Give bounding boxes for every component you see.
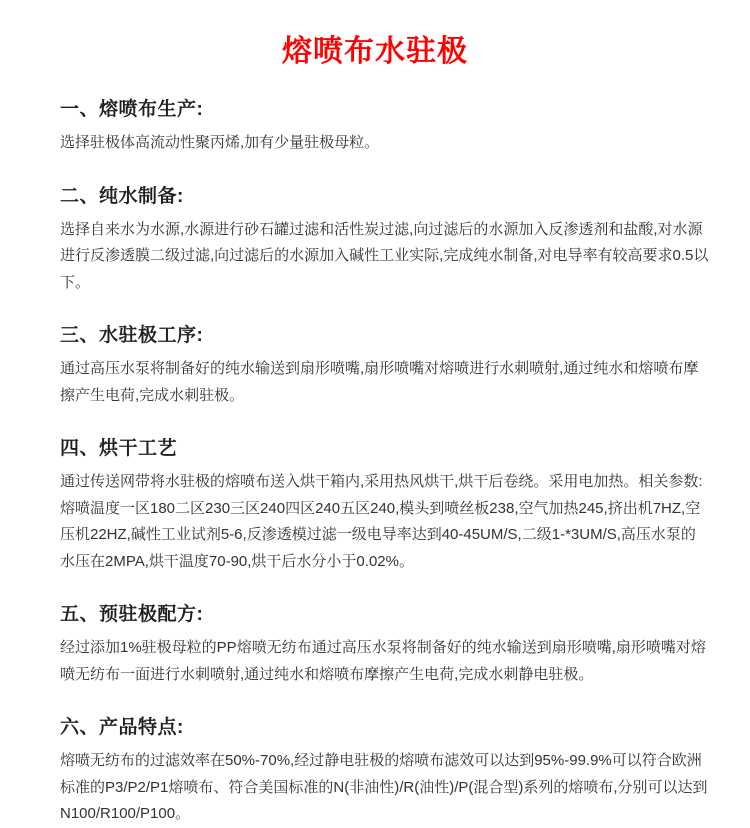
section-heading: 五、预驻极配方: <box>60 604 204 625</box>
section-heading: 二、纯水制备: <box>60 185 184 207</box>
section-drying-process <box>60 436 710 575</box>
section-pure-water-preparation <box>60 184 710 297</box>
section-body: 选择驻极体高流动性聚丙烯,加有少量驻极母粒。 <box>60 134 380 151</box>
section-body: 选择自来水为水源,水源进行砂石罐过滤和活性炭过滤,向过滤后的水源加入反渗透剂和盐酸,对水源进行反渗透膜二级过滤,向过滤后的水源加入碱性工业实际,完成纯水制备,对电导率有较高要求0.5以下。 <box>60 220 709 291</box>
section-heading: 三、水驻极工序: <box>60 325 204 346</box>
section-body: 熔喷无纺布的过滤效率在50%-70%,经过静电驻极的熔喷布滤效可以达到95%-99.9%可以符合欧洲标准的P3/P2/P1熔喷布、符合美国标准的N(非油性)/R(油性)/P(混合型)系列的熔喷布,分别可以达到N100/R100/P100。 <box>60 752 708 822</box>
section-heading: 四、烘干工艺 <box>60 438 178 459</box>
page-title: 熔喷布水驻极 <box>282 35 468 68</box>
section-water-electret-process <box>60 323 710 409</box>
section-body: 经过添加1%驻极母粒的PP熔喷无纺布通过高压水泵将制备好的纯水输送到扇形喷嘴,扇形喷嘴对熔喷无纺布一面进行水刺喷射,通过纯水和熔喷布摩擦产生电荷,完成水刺静电驻极。 <box>60 639 706 683</box>
section-body: 通过传送网带将水驻极的熔喷布送入烘干箱内,采用热风烘干,烘干后卷绕。采用电加热。相关参数:熔喷温度一区180二区230三区240四区240五区240,模头到喷丝板238,空气加热245,挤出机7HZ,空压机22HZ,碱性工业试剂5-6,反渗透模过滤一级电导率达到40-45UM/S,二级1-*3UM/S,高压水泵的水压在2MPA,烘干温度70-90,烘干后水分小于0.02%。 <box>60 473 703 570</box>
section-body: 通过高压水泵将制备好的纯水输送到扇形喷嘴,扇形喷嘴对熔喷进行水刺喷射,通过纯水和熔喷布摩擦产生电荷,完成水刺驻极。 <box>60 360 699 404</box>
section-product-features <box>60 715 710 828</box>
section-pre-electret-formula <box>60 602 710 688</box>
section-heading: 六、产品特点: <box>60 717 184 738</box>
section-heading: 一、熔喷布生产: <box>60 99 204 120</box>
section-meltblown-production <box>60 97 710 157</box>
